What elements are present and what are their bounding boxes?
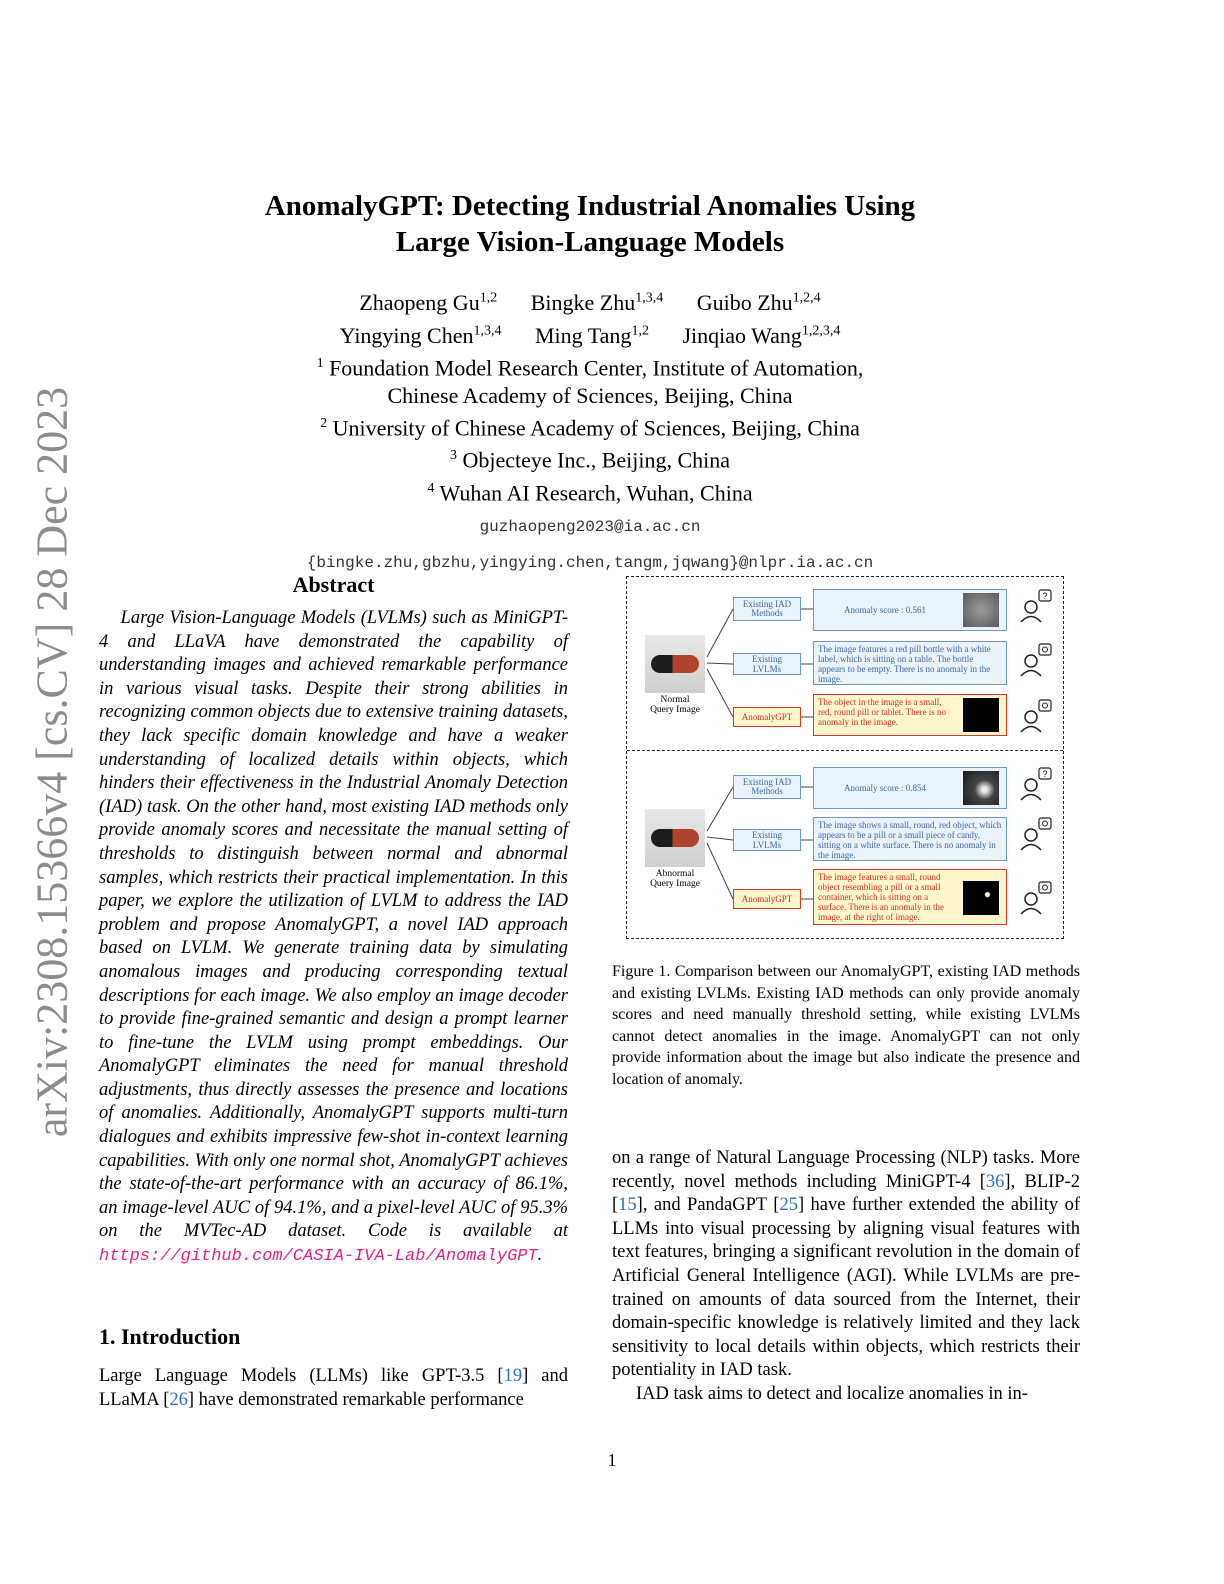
iad-method-box: Existing IAD Methods: [733, 597, 801, 621]
iad-method-box: Existing IAD Methods: [733, 775, 801, 799]
normal-query-label: Normal Query Image: [650, 695, 700, 715]
gpt-answer-normal: The object in the image is a small, red, round pill or tablet. There is no anomaly in the image.: [813, 694, 1007, 736]
user-question-icon: [1019, 767, 1053, 801]
svg-text:?: ?: [1042, 769, 1048, 779]
author: Yingying Chen$^{1,3,4}$: [339, 322, 502, 348]
author: Zhaopeng Gu$^{1,2}$: [359, 290, 498, 316]
section-heading-introduction: 1. Introduction: [99, 1324, 241, 1349]
author-row-1: [200, 285, 980, 317]
paper-title: [200, 188, 980, 260]
title-line-1: AnomalyGPT: Detecting Industrial Anomalies Using: [264, 190, 916, 222]
anomalygpt-box: AnomalyGPT: [733, 707, 801, 727]
anomalygpt-box: AnomalyGPT: [733, 889, 801, 909]
abstract-body: Large Vision-Language Models (LVLMs) such as MiniGPT-4 and LLaVA have demonstrated the capability of understanding images and achieved remarkable performance in various visual tasks. Despite their strong abilities in recognizing common objects due to extensive training datasets, they lack specific domain knowledge and have a weaker understanding of localized details within objects, which hinders their effectiveness in the Industrial Anomaly Detection (IAD) task. On the other hand, most existing IAD methods only provide anomaly scores and necessitate the manual setting of thresholds to distinguish between normal and abnormal samples, which restricts their practical implementation. In this paper, we explore the utilization of LVLM to address the IAD problem and propose AnomalyGPT, a novel IAD approach based on LVLM. We generate training data by simulating anomalous images and producing corresponding textual descriptions for each image. We also employ an image decoder to provide fine-grained semantic and design a prompt learner to fine-tune the LVLM using prompt embeddings. Our AnomalyGPT eliminates the need for manual threshold adjustments, thus directly assesses the presence and locations of anomalies. Additionally, AnomalyGPT supports multi-turn dialogues and exhibits impressive few-shot in-context learning capabilities. With only one normal shot, AnomalyGPT achieves the state-of-the-art performance with an accuracy of 86.1%, an image-level AUC of 94.1%, and a pixel-level AUC of 95.3% on the MVTec-AD dataset. Code is available at https://github.com/CASIA-IVA-Lab/AnomalyGPT.: [99, 608, 569, 1267]
arxiv-stamp-text: arXiv:2308.15366v4 [cs.CV] 28 Dec 2023: [27, 386, 77, 1138]
title-line-2: Large Vision-Language Models: [395, 226, 785, 258]
lvlm-box: Existing LVLMs: [733, 829, 801, 851]
lvlm-answer-abnormal: The image shows a small, round, red object, which appears to be a pill or a small piece of candy, sitting on a white surface. There is no anomaly in the image.: [813, 817, 1007, 861]
user-chat-icon: [1019, 643, 1053, 677]
intro-paragraph-right-2: IAD task aims to detect and localize anomalies in in-: [636, 1383, 1028, 1404]
abnormal-query-label: Abnormal Query Image: [650, 869, 700, 889]
user-question-icon: [1019, 589, 1053, 623]
affiliation-3: $^3$ Objecteye Inc., Beijing, China: [449, 447, 731, 473]
author-row-2: [200, 317, 980, 349]
code-link[interactable]: https://github.com/CASIA-IVA-Lab/AnomalyGPT: [99, 1247, 538, 1267]
user-chat-icon: [1019, 817, 1053, 851]
author: Guibo Zhu$^{1,2,4}$: [696, 290, 821, 316]
figure-connectors: [627, 577, 1065, 940]
author: Bingke Zhu$^{1,3,4}$: [530, 290, 664, 316]
citation-link[interactable]: 19: [503, 1366, 523, 1386]
email-1: guzhaopeng2023@ia.ac.cn: [479, 517, 701, 536]
lvlm-box: Existing LVLMs: [733, 653, 801, 675]
affiliation-1-cont: Chinese Academy of Sciences, Beijing, China: [387, 382, 793, 408]
gpt-answer-abnormal: The image features a small, round object resembling a pill or a small container, which is sitting on a surface. There is an anomaly in the image, at the right of image.: [813, 869, 1007, 925]
email-2: {bingke.zhu,gbzhu,yingying.chen,tangm,jqwang}@nlpr.ia.ac.cn: [306, 553, 874, 572]
citation-link[interactable]: 25: [779, 1195, 798, 1216]
affiliation-1: $^1$ Foundation Model Research Center, Institute of Automation,: [316, 354, 864, 380]
user-chat-icon: [1019, 699, 1053, 733]
citation-link[interactable]: 15: [618, 1195, 637, 1216]
author: Jinqiao Wang$^{1,2,3,4}$: [682, 322, 841, 348]
svg-text:?: ?: [1042, 591, 1048, 601]
lvlm-answer-normal: The image features a red pill bottle with a white label, which is sitting on a table. The bottle appears to be empty. There is no anomaly in the image.: [813, 641, 1007, 685]
figure-caption: Figure 1. Comparison between our AnomalyGPT, existing IAD methods and existing LVLMs. Existing IAD methods can only provide anomaly scores and need manually threshold setting, while existing LVLMs cannot detect anomalies in the image. AnomalyGPT can not only provide information about the image but also indicate the presence and location of anomaly.: [612, 963, 1080, 1088]
abstract-heading: Abstract: [292, 572, 375, 597]
intro-paragraph-left: Large Language Models (LLMs) like GPT-3.5 [19] and LLaMA [26] have demonstrated remarkable performance: [99, 1366, 569, 1410]
citation-link[interactable]: 26: [169, 1389, 188, 1410]
score-box-abnormal: Anomaly score : 0.854: [813, 767, 1007, 809]
affiliation-4: $^4$ Wuhan AI Research, Wuhan, China: [427, 479, 753, 505]
figure-1: [626, 576, 1064, 939]
arxiv-stamp: [8, 386, 96, 1138]
affiliation-2: $^2$ University of Chinese Academy of Sciences, Beijing, China: [320, 415, 860, 441]
author: Ming Tang$^{1,2}$: [534, 322, 649, 348]
author-block: [200, 285, 980, 577]
citation-link[interactable]: 36: [985, 1171, 1005, 1192]
intro-paragraph-right: on a range of Natural Language Processing (NLP) tasks. More recently, novel methods including MiniGPT-4 [36], BLIP-2 [15], and PandaGPT [25] have further extended the ability of LLMs into visual processing by aligning visual features with text features, bringing a significant revolution in the domain of Artificial General Intelligence (AGI). While LVLMs are pre-trained on amounts of data sourced from the Internet, their domain-specific knowledge is relatively limited and they lack sensitivity to local details within objects, which restricts their potentiality in IAD task. IAD task aims to detect and localize anomalies in in-: [612, 1147, 1080, 1407]
user-chat-icon: [1019, 881, 1053, 915]
page-number: 1: [607, 1450, 617, 1470]
score-box-normal: Anomaly score : 0.561: [813, 589, 1007, 631]
